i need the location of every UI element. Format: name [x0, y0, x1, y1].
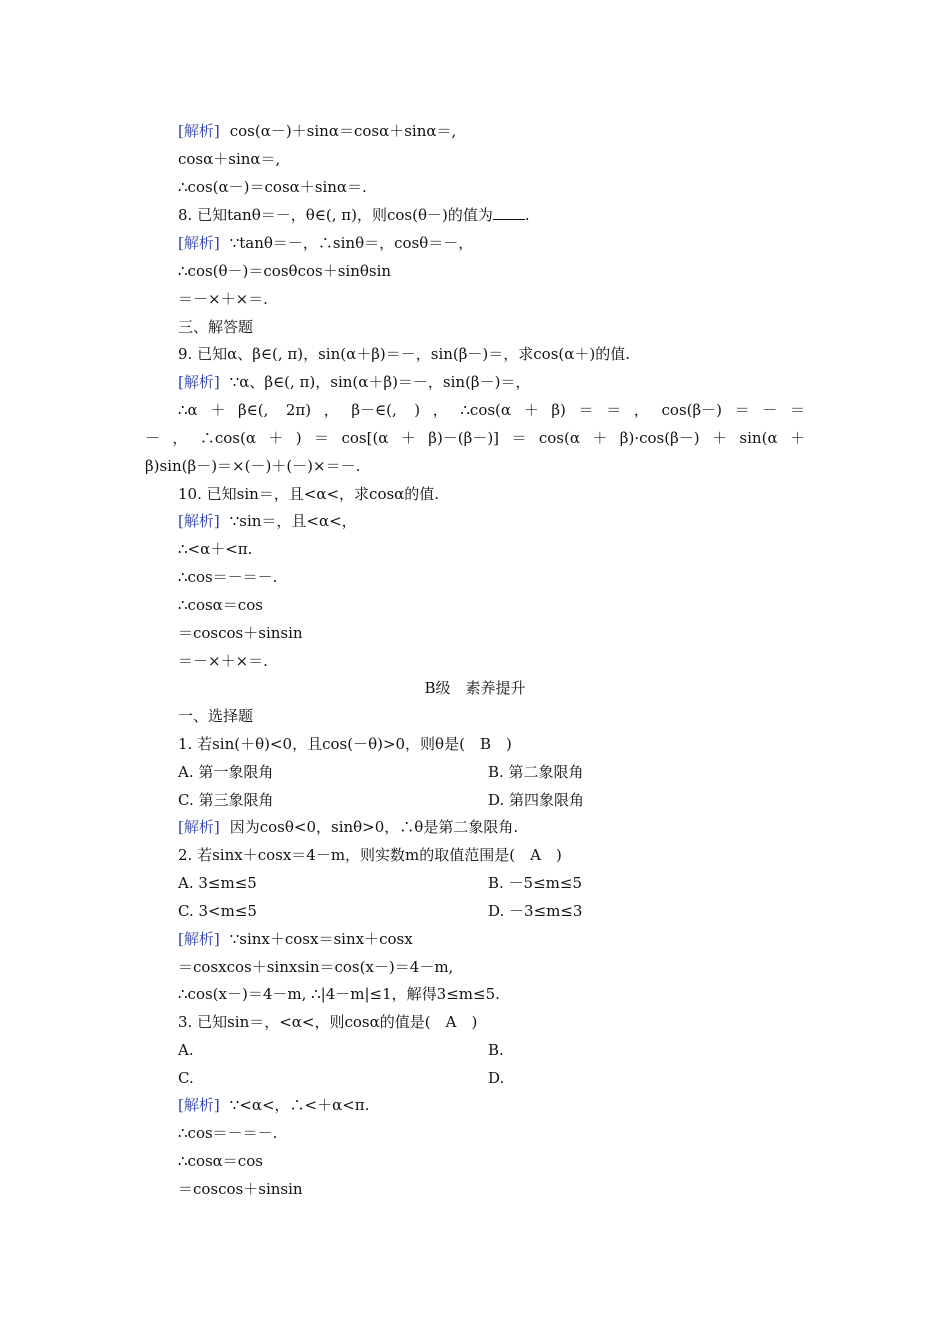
section-heading: 一、选择题	[178, 707, 254, 725]
section-heading: 三、解答题	[178, 318, 254, 336]
solution-line	[178, 233, 473, 253]
line-text: ∵tanθ＝－，∴sinθ＝，cosθ＝－，	[229, 234, 474, 252]
question-line: 2. 若sinx＋cosx＝4－m，则实数m的取值范围是( A )	[178, 846, 562, 864]
question-line: 10. 已知sin＝，且<α<，求cosα的值.	[178, 485, 440, 503]
analysis-tag: [解析]	[178, 930, 220, 948]
option-b: B.	[488, 1041, 504, 1059]
text-line: ∴cos(θ－)＝cosθcos＋sinθsin	[178, 262, 392, 280]
question-line	[178, 205, 530, 225]
option-a: A.	[178, 1041, 194, 1059]
question-line: 9. 已知α、β∈(, π)，sin(α＋β)＝－，sin(β－)＝，求cos(α＋)的值.	[178, 345, 631, 363]
text-line: ∴cosα＝cos	[178, 1152, 263, 1170]
text-line: ∴cos(x－)＝4－m, ∴|4－m|≤1，解得3≤m≤5.	[178, 985, 500, 1003]
option-b: B. －5≤m≤5	[488, 874, 583, 892]
text-line: β)sin(β－)＝×(－)＋(－)×＝－.	[145, 457, 361, 475]
option-c: C.	[178, 1069, 194, 1087]
analysis-tag: [解析]	[178, 234, 220, 252]
question-text: 8. 已知tanθ＝－，θ∈(, π)，则cos(θ－)的值为	[178, 206, 493, 224]
analysis-tag: [解析]	[178, 373, 220, 391]
solution-line	[178, 372, 530, 392]
question-line: 3. 已知sin＝，<α<，则cosα的值是( A )	[178, 1013, 478, 1031]
line-text: ∵sinx＋cosx＝sinx＋cosx	[229, 930, 413, 948]
text-line: －，∴cos(α＋)＝cos[(α＋β)－(β－)]＝cos(α＋β)·cos(β－)＋sin(α＋	[145, 429, 805, 447]
text-line: ＝－×＋×＝.	[178, 290, 268, 308]
text-line: ＝coscos＋sinsin	[178, 1180, 303, 1198]
solution-line	[178, 817, 518, 837]
option-d: D. －3≤m≤3	[488, 902, 583, 920]
option-d: D.	[488, 1069, 505, 1087]
line-text: ∵α、β∈(, π)，sin(α＋β)＝－，sin(β－)＝，	[229, 373, 531, 391]
option-d: D. 第四象限角	[488, 791, 585, 809]
line-text: cos(α－)＋sinα＝cosα＋sinα＝,	[229, 122, 457, 140]
level-heading: B级 素养提升	[424, 679, 526, 697]
text-line: ∴<α＋<π.	[178, 540, 253, 558]
option-c: C. 第三象限角	[178, 791, 274, 809]
text-line: ＝cosxcos＋sinxsin＝cos(x－)＝4－m,	[178, 958, 454, 976]
option-b: B. 第二象限角	[488, 763, 584, 781]
text-line: ∴α＋β∈(, 2π)，β－∈(, )，∴cos(α＋β)＝＝，cos(β－)＝－＝	[178, 401, 805, 419]
solution-line	[178, 929, 413, 949]
line-text: 因为cosθ<0，sinθ>0，∴θ是第二象限角.	[229, 818, 519, 836]
solution-line	[178, 1095, 369, 1115]
line-text: ∵sin＝，且<α<，	[229, 512, 357, 530]
question-line: 1. 若sin(＋θ)<0，且cos(－θ)>0，则θ是( B )	[178, 735, 512, 753]
analysis-tag: [解析]	[178, 1096, 220, 1114]
answer-blank	[493, 205, 525, 220]
solution-line	[178, 511, 357, 531]
text-line: ∴cos＝－＝－.	[178, 1124, 278, 1142]
text-line: ＝－×＋×＝.	[178, 652, 268, 670]
line-text: ∵<α<，∴<＋α<π.	[229, 1096, 370, 1114]
text-line: ∴cosα＝cos	[178, 596, 263, 614]
analysis-tag: [解析]	[178, 512, 220, 530]
text-line: ∴cos＝－＝－.	[178, 568, 278, 586]
solution-line	[178, 121, 456, 141]
text-line: cosα＋sinα＝,	[178, 150, 281, 168]
analysis-tag: [解析]	[178, 818, 220, 836]
option-c: C. 3<m≤5	[178, 902, 257, 920]
option-a: A. 3≤m≤5	[178, 874, 257, 892]
text-line: ∴cos(α－)＝cosα＋sinα＝.	[178, 178, 367, 196]
blank-period: .	[524, 206, 530, 224]
text-line: ＝coscos＋sinsin	[178, 624, 303, 642]
analysis-tag: [解析]	[178, 122, 220, 140]
option-a: A. 第一象限角	[178, 763, 274, 781]
